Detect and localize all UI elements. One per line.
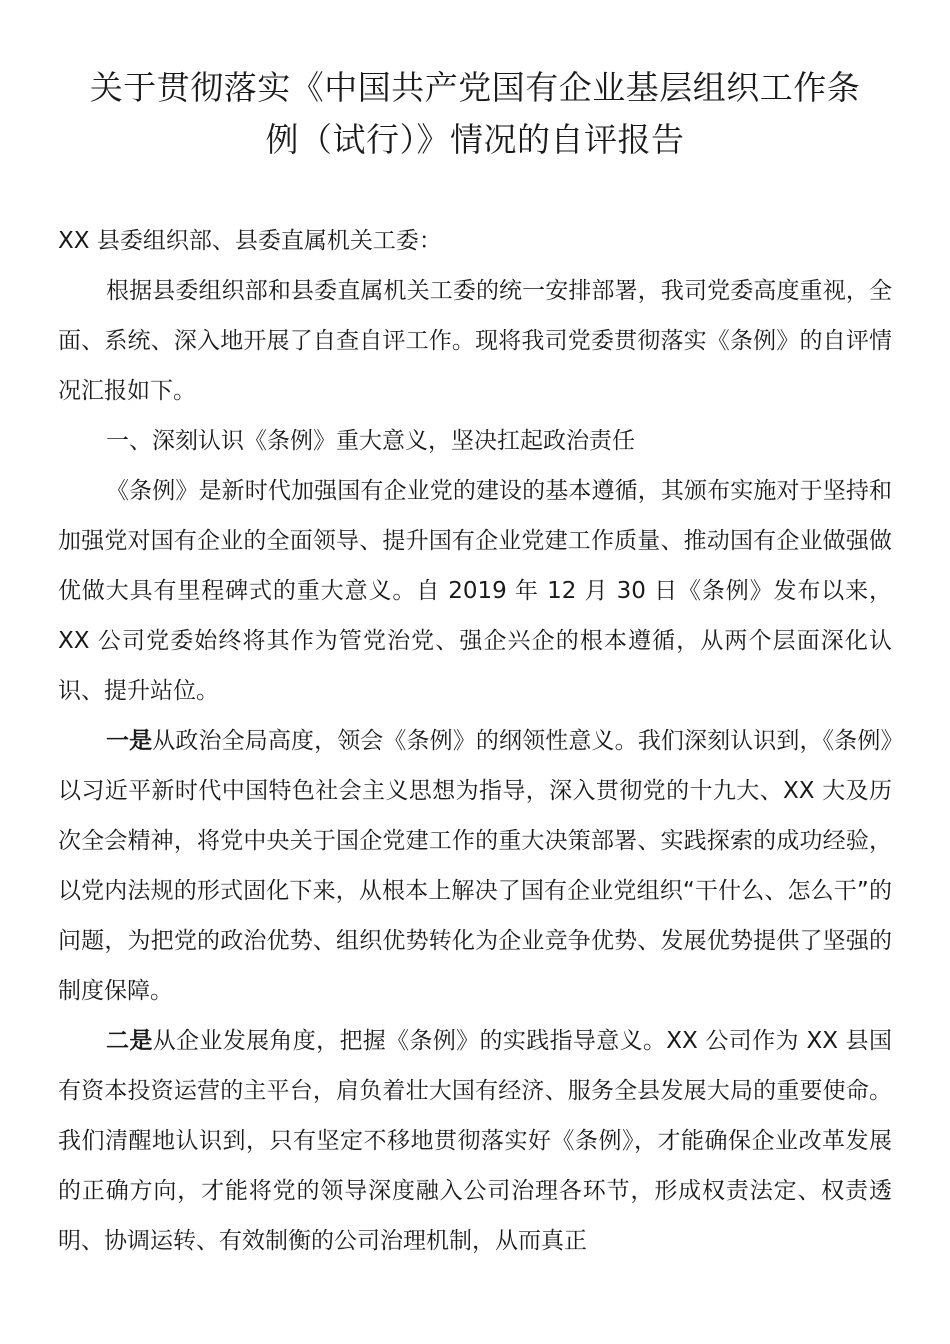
title-line-2: 例（试行）》情况的自评报告 (265, 120, 685, 159)
intro-paragraph: 根据县委组织部和县委直属机关工委的统一安排部署，我司党委高度重视，全面、系统、深入地开展了自查自评工作。现将我司党委贯彻落实《条例》的自评情况汇报如下。 (58, 278, 892, 404)
point-2-paragraph (58, 1016, 892, 1266)
point-2-lead: 二是 (106, 1028, 153, 1054)
point-2-text: 从企业发展角度，把握《条例》的实践指导意义。XX 公司作为 XX 县国有资本投资运营的主平台，肩负着壮大国有经济、服务全县发展大局的重要使命。我们清醒地认识到，只有坚定不移地贯彻落实好《条例》，才能确保企业改革发展的正确方向，才能将党的领导深度融入公司治理各环节，形成权责法定、权责透明、协调运转、有效制衡的公司治理机制，从而真正 (58, 1028, 893, 1254)
salutation: XX 县委组织部、县委直属机关工委： (58, 228, 442, 254)
point-1-paragraph (58, 716, 892, 1016)
title-line-1: 关于贯彻落实《中国共产党国有企业基层组织工作条 (89, 68, 861, 107)
section-1-paragraph: 《条例》是新时代加强国有企业党的建设的基本遵循，其颁布实施对于坚持和加强党对国有企业的全面领导、提升国有企业党建工作质量、推动国有企业做强做优做大具有里程碑式的重大意义。自 2019 年 12 月 30 日《条例》发布以来，XX 公司党委始终将其作为管党治党、强企兴企的根本遵循，从两个层面深化认识、提升站位。 (58, 478, 892, 704)
point-1-lead: 一是 (106, 728, 153, 754)
point-1-text: 从政治全局高度，领会《条例》的纲领性意义。我们深刻认识到，《条例》以习近平新时代中国特色社会主义思想为指导，深入贯彻党的十九大、XX 大及历次全会精神，将党中央关于国企党建工作的重大决策部署、实践探索的成功经验，以党内法规的形式固化下来，从根本上解决了国有企业党组织“干什么、怎么干”的问题，为把党的政治优势、组织优势转化为企业竞争优势、发展优势提供了坚强的制度保障。 (58, 728, 893, 1004)
section-1-heading: 一、深刻认识《条例》重大意义，坚决扛起政治责任 (106, 428, 635, 454)
document-title (58, 62, 892, 166)
